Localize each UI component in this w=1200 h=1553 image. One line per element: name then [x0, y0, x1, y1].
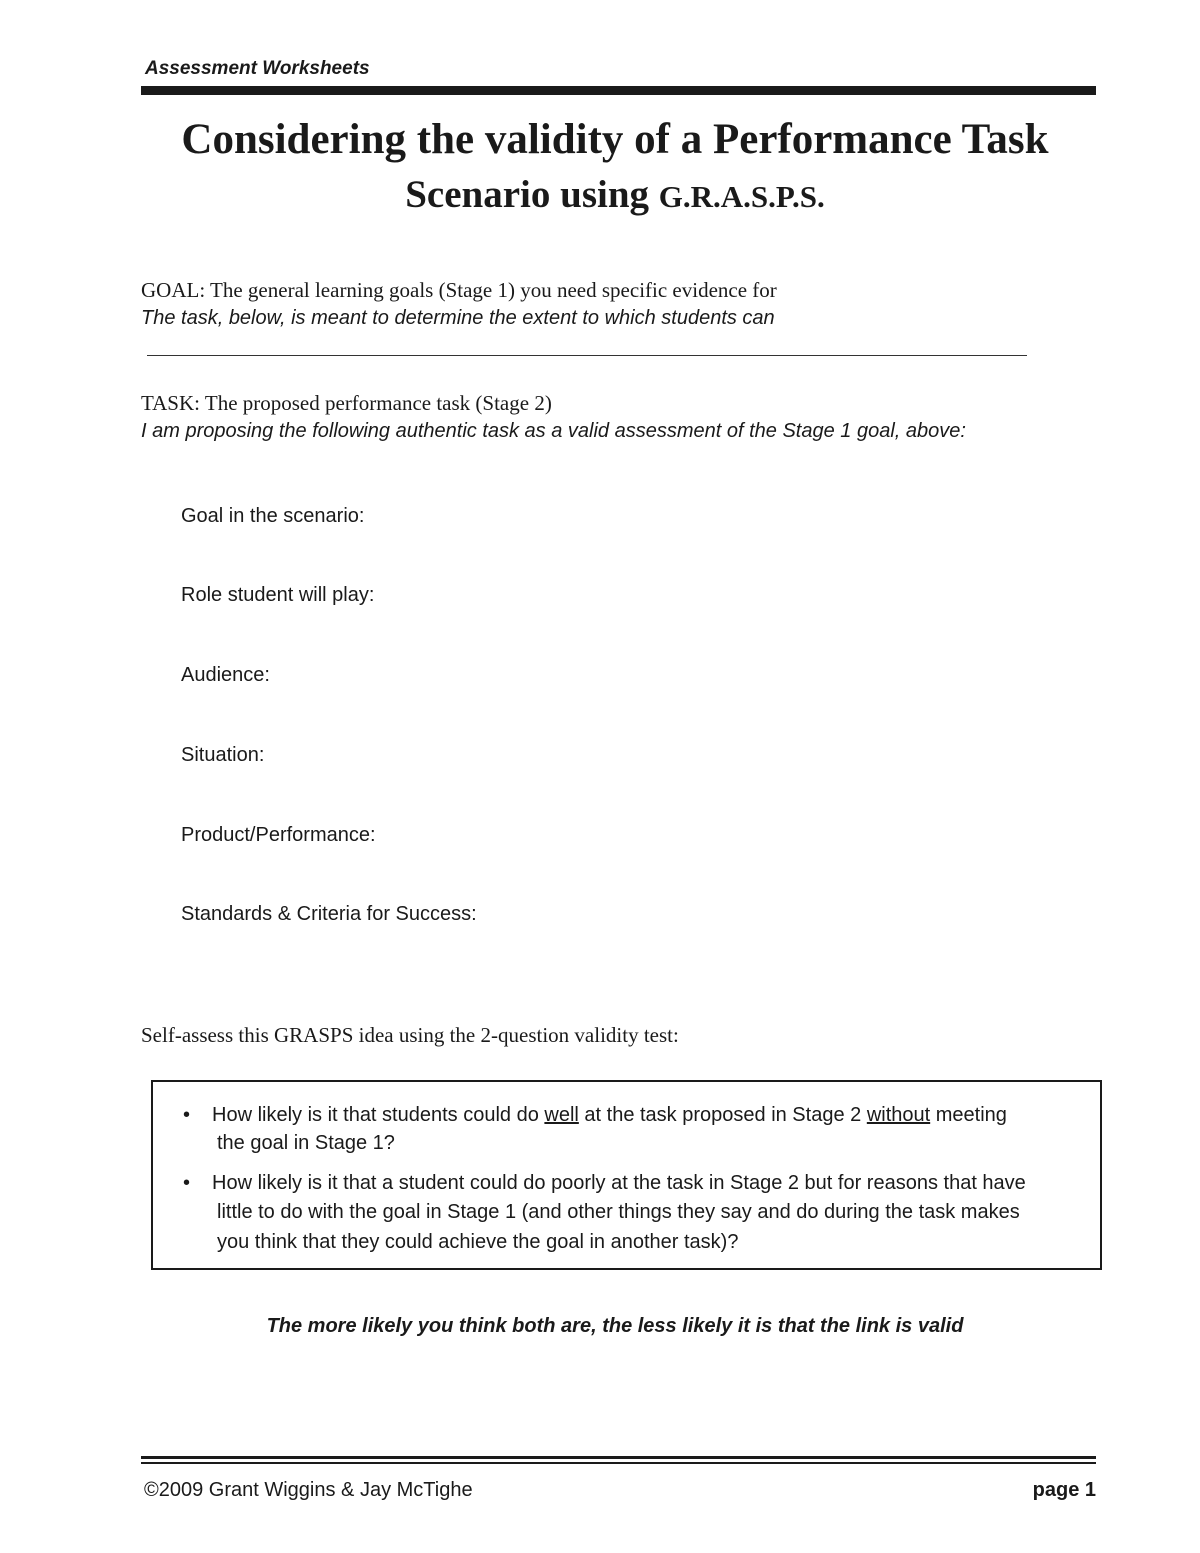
conclusion-statement: The more likely you think both are, the less likely it is that the link is valid — [266, 1315, 964, 1337]
goal-heading: GOAL: The general learning goals (Stage 1) you need specific evidence for — [141, 278, 777, 302]
field-goal-in-scenario: Goal in the scenario: — [181, 505, 365, 527]
bullet-marker: • — [183, 1172, 191, 1194]
question-2-line-1: How likely is it that a student could do poorly at the task in Stage 2 but for reasons that have — [212, 1172, 1026, 1194]
footer-page-number: page 1 — [1032, 1479, 1096, 1501]
page-title-line-1: Considering the validity of a Performance Task — [181, 116, 1049, 163]
question-1-line-1 — [212, 1104, 1007, 1127]
goal-prompt: The task, below, is meant to determine the extent to which students can — [141, 307, 775, 329]
question-2-line-3: you think that they could achieve the goal in another task)? — [217, 1231, 739, 1253]
question-1-line-2: the goal in Stage 1? — [217, 1132, 395, 1154]
header-label: Assessment Worksheets — [145, 58, 370, 79]
footer-copyright: ©2009 Grant Wiggins & Jay McTighe — [144, 1479, 473, 1501]
footer-rule — [141, 1462, 1096, 1464]
q1-emphasis-without: without — [866, 1104, 931, 1126]
title-grasps-acronym: G.R.A.S.P.S. — [658, 179, 825, 214]
field-standards-criteria: Standards & Criteria for Success: — [181, 903, 477, 925]
self-assess-heading: Self-assess this GRASPS idea using the 2-question validity test: — [141, 1023, 679, 1047]
q1-text-a: How likely is it that students could do — [212, 1104, 545, 1126]
header-rule — [141, 86, 1096, 95]
field-role: Role student will play: — [181, 584, 375, 606]
question-2-line-2: little to do with the goal in Stage 1 (and other things they say and do during the task makes — [217, 1201, 1020, 1223]
field-product-performance: Product/Performance: — [181, 824, 376, 846]
field-audience: Audience: — [181, 664, 270, 686]
field-situation: Situation: — [181, 744, 265, 766]
task-prompt: I am proposing the following authentic task as a valid assessment of the Stage 1 goal, above: — [141, 420, 966, 442]
footer-rule — [141, 1456, 1096, 1459]
goal-answer-line — [147, 355, 1027, 356]
title-scenario-text: Scenario using — [405, 173, 659, 216]
bullet-marker: • — [183, 1104, 191, 1126]
q1-text-b: at the task proposed in Stage 2 — [578, 1104, 867, 1126]
page-title-line-2 — [100, 172, 1130, 217]
q1-emphasis-well: well — [544, 1104, 579, 1126]
q1-text-c: meeting — [930, 1104, 1007, 1126]
task-heading: TASK: The proposed performance task (Stage 2) — [141, 391, 552, 415]
